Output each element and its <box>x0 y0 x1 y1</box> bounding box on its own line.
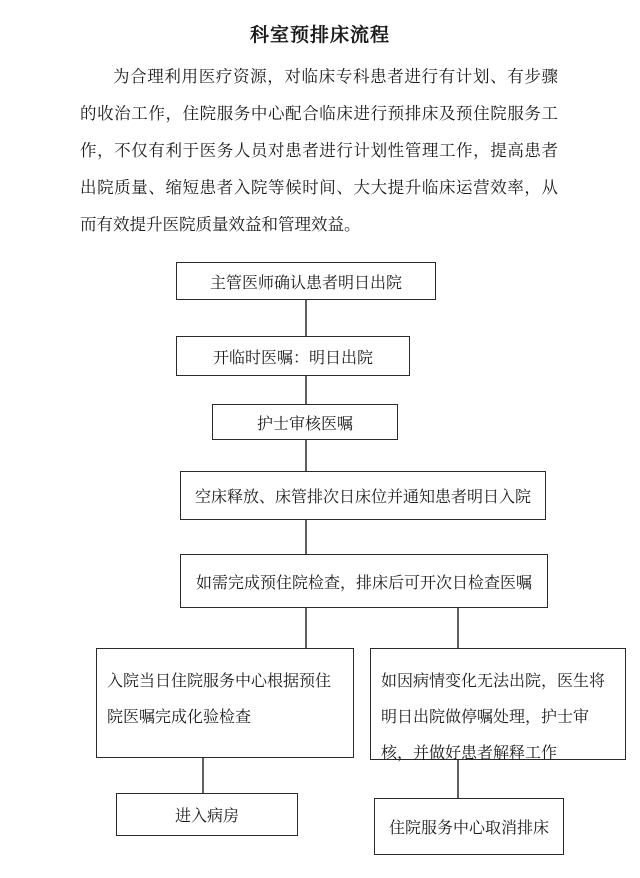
intro-paragraph: 为合理利用医疗资源，对临床专科患者进行有计划、有步骤的收治工作，住院服务中心配合临床进行预排床及预住院服务工作，不仅有利于医务人员对患者进行计划性管理工作，提高患者出院质量、缩短患者入院等候时间、大大提升临床运营效率，从而有效提升医院质量效益和管理效益。 <box>80 67 558 234</box>
flow-step-confirm-discharge: 主管医师确认患者明日出院 <box>176 262 436 300</box>
flow-right-cancel-discharge: 如因病情变化无法出院，医生将明日出院做停嘱处理，护士审核，并做好患者解释工作 <box>370 648 626 760</box>
flow-step-pre-admission-check: 如需完成预住院检查，排床后可开次日检查医嘱 <box>180 554 548 608</box>
flow-right-cancel-bed: 住院服务中心取消排床 <box>374 798 564 855</box>
page-title: 科室预排床流程 <box>249 24 390 46</box>
flow-step-temp-order: 开临时医嘱：明日出院 <box>176 336 410 376</box>
flow-left-lab-tests: 入院当日住院服务中心根据预住院医嘱完成化验检查 <box>96 648 354 758</box>
flow-step-bed-release: 空床释放、床管排次日床位并通知患者明日入院 <box>180 471 546 520</box>
flow-left-enter-ward: 进入病房 <box>116 793 298 836</box>
flow-step-nurse-review: 护士审核医嘱 <box>212 404 398 440</box>
